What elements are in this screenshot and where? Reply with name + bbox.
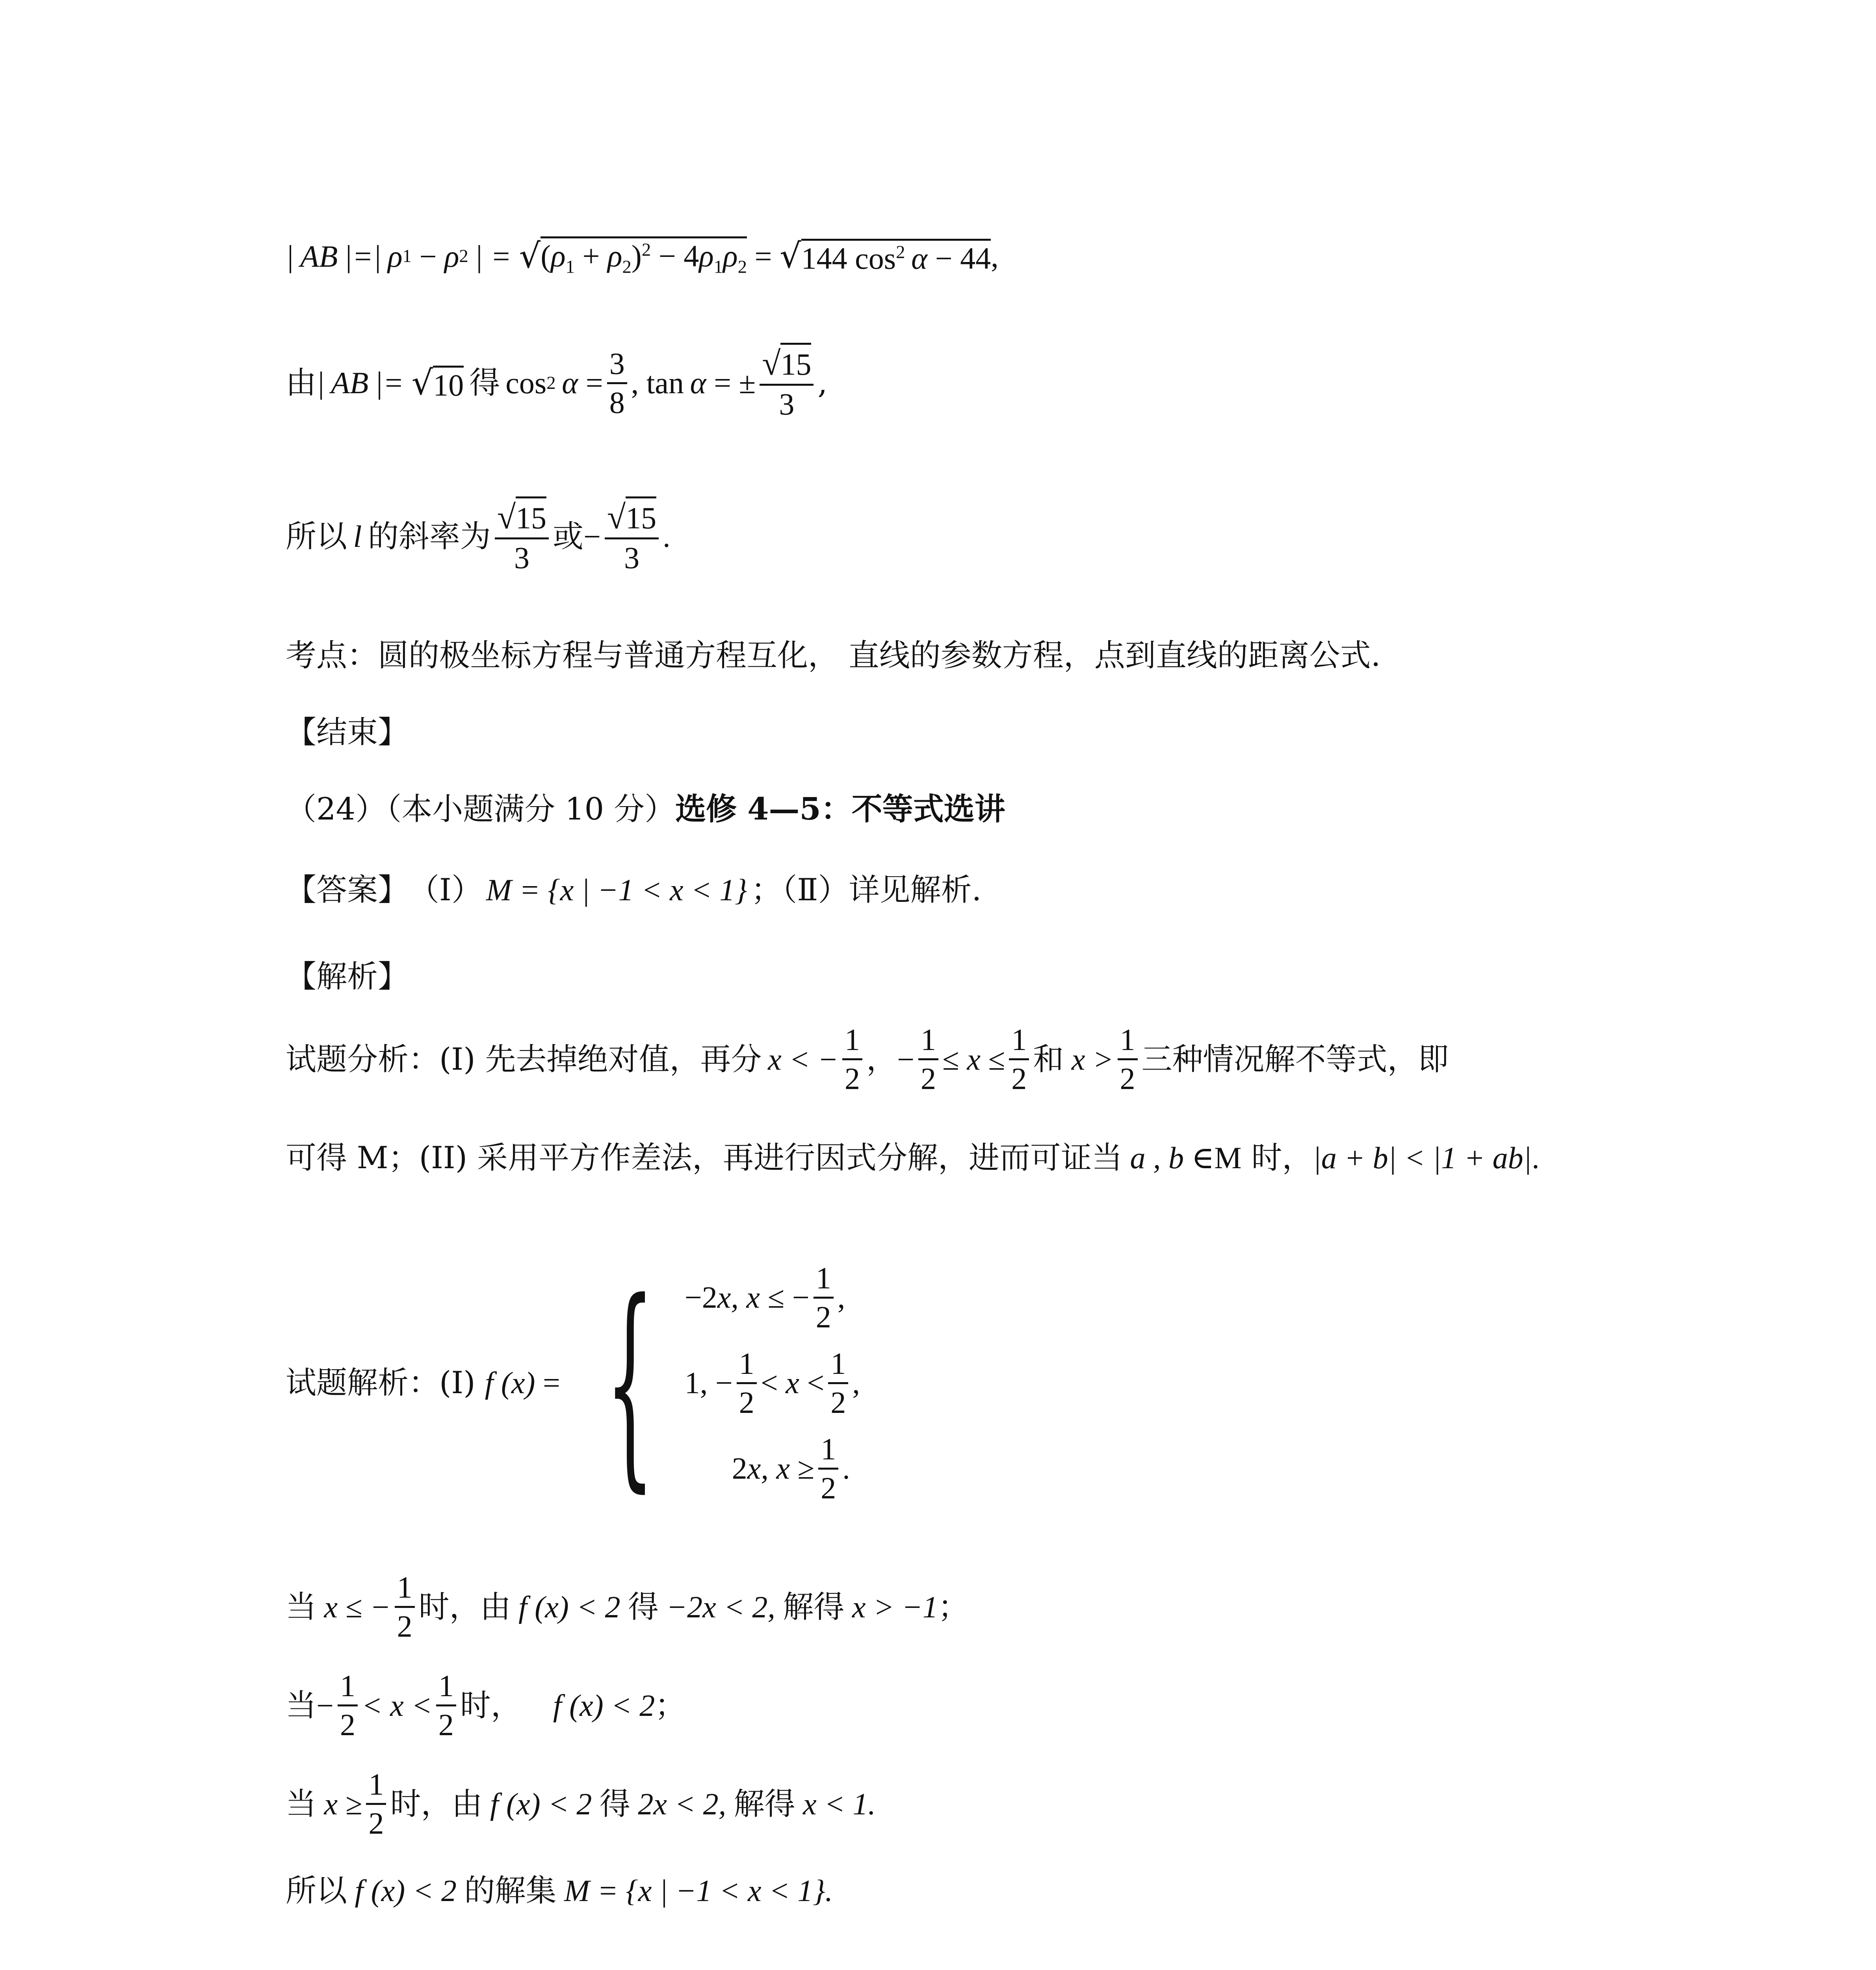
case-1: 当 x ≤ − $\frac{1}{2}$ 时，由 f (x) < 2 得 −2x < 2, 解得 x > −1 ； bbox=[286, 1570, 969, 1643]
equation-ab-length: | AB |=| ρ 1 − ρ 2 | = √ $(\rho_1 + \rho_2)^2 - 4\rho_1\rho_2$ = √ 144 $\cos^2 \alpha - 44$ , bbox=[286, 236, 999, 277]
kaodian-1: 考点：圆的极坐标方程与普通方程互化， 直线的参数方程，点到直线的距离公式. bbox=[286, 638, 1381, 673]
question-24-heading: （24）（本小题满分 10 分） 选修 4—5：不等式选讲 bbox=[286, 791, 1005, 827]
equation-cos-tan: 由 | AB |= √ 10 得 cos 2 α = $\frac{3}{8}$ , tan α = ± $\frac{√15}{3}$ , bbox=[286, 347, 827, 420]
piecewise-function: 试题解析：(I) f (x) = { −2 x, x ≤ − $\frac{1}{2}$ , 1, − $\frac{1}{2}$ < x < $\frac{1}{2}$ , 2 x, x ≥ $\frac{1}{2}$ . bbox=[286, 1254, 860, 1511]
analysis-label: 【解析】 bbox=[286, 959, 409, 994]
analysis-summary-1: 试题分析：(I) 先去掉绝对值，再分 x < − $\frac{1}{2}$ ， − $\frac{1}{2}$ ≤ x ≤ $\frac{1}{2}$ 和 x > $\frac{1}{2}$ 三种情况解不等式，即 bbox=[286, 1022, 1449, 1096]
case-3: 当 x ≥ $\frac{1}{2}$ 时，由 f (x) < 2 得 2x < 2, 解得 x < 1. bbox=[286, 1767, 876, 1840]
solution-set: 所以 f (x) < 2 的解集 M = {x | −1 < x < 1}. bbox=[286, 1873, 833, 1909]
end-marker-1: 【结束】 bbox=[286, 715, 409, 750]
analysis-summary-2: 可得 M；(II) 采用平方作差法，再进行因式分解，进而可证当 a , b ∈ M 时， |a + b| < |1 + ab| . bbox=[286, 1140, 1540, 1176]
case-2: 当 − $\frac{1}{2}$ < x < $\frac{1}{2}$ 时， f (x) < 2 ； bbox=[286, 1669, 686, 1742]
slope-conclusion: 所以 l 的斜率为 $\frac{√15}{3}$ 或 − $\frac{√15}{3}$ . bbox=[286, 500, 671, 573]
answer-line: 【答案】 （Ⅰ） M = {x | −1 < x < 1} ；（Ⅱ）详见解析. bbox=[286, 872, 982, 908]
